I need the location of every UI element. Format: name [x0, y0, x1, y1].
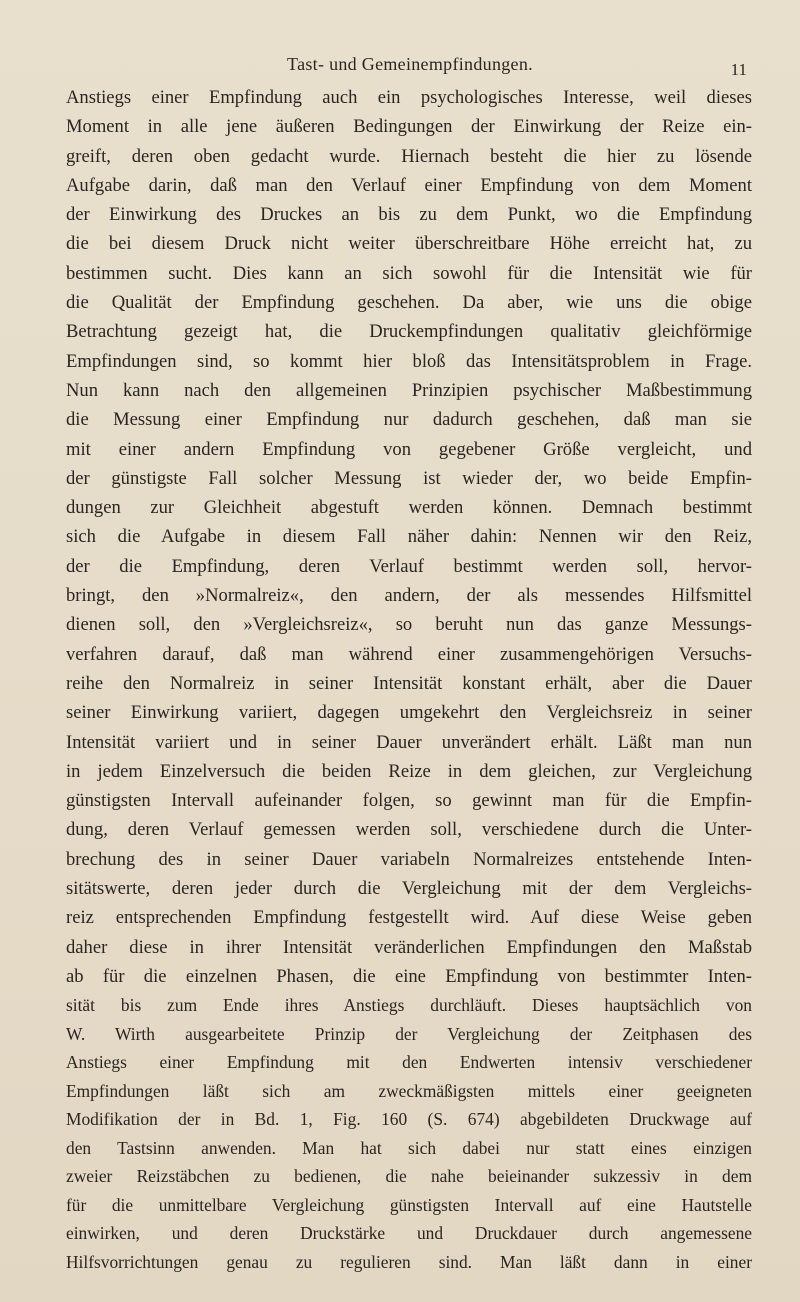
text-line: Anstiegs einer Empfindung mit den Endwerten intensiv verschiedener — [66, 1052, 752, 1073]
text-line: Hilfsvorrichtungen genau zu regulieren sind. Man läßt dann in einer — [66, 1251, 752, 1272]
running-head — [0, 44, 800, 79]
text-line: daher diese in ihrer Intensität veränderlichen Empfindungen den Maßstab — [66, 936, 752, 958]
text-line: Moment in alle jene äußeren Bedingungen der Einwirkung der Reize ein- — [66, 116, 752, 138]
text-line: Nun kann nach den allgemeinen Prinzipien psychischer Maßbestimmung — [66, 379, 752, 401]
body-text — [66, 83, 752, 1276]
text-line: Betrachtung gezeigt hat, die Druckempfindungen qualitativ gleichförmige — [66, 321, 752, 343]
text-line: dienen soll, den »Vergleichsreiz«, so beruht nun das ganze Messungs- — [66, 614, 752, 636]
text-line: bestimmen sucht. Dies kann an sich sowohl für die Intensität wie für — [66, 262, 752, 284]
text-line: sitätswerte, deren jeder durch die Vergleichung mit der dem Vergleichs- — [66, 878, 752, 900]
text-line: dung, deren Verlauf gemessen werden soll, verschiedene durch die Unter- — [66, 819, 752, 841]
text-line: die Qualität der Empfindung geschehen. Da aber, wie uns die obige — [66, 292, 752, 314]
text-line: die bei diesem Druck nicht weiter überschreitbare Höhe erreicht hat, zu — [66, 233, 752, 255]
text-line: Empfindungen läßt sich am zweckmäßigsten mittels einer geeigneten — [66, 1080, 752, 1101]
text-line: in jedem Einzelversuch die beiden Reize in dem gleichen, zur Vergleichung — [66, 760, 752, 782]
text-line: der Einwirkung des Druckes an bis zu dem Punkt, wo die Empfindung — [66, 204, 752, 226]
text-line: zweier Reizstäbchen zu bedienen, die nahe beieinander sukzessiv in dem — [66, 1166, 752, 1187]
text-line: der günstigste Fall solcher Messung ist wieder der, wo beide Empfin- — [66, 467, 752, 489]
text-line: bringt, den »Normalreiz«, den andern, der als messendes Hilfsmittel — [66, 585, 752, 607]
text-line: Anstiegs einer Empfindung auch ein psychologisches Interesse, weil dieses — [66, 87, 752, 108]
text-line: verfahren darauf, daß man während einer zusammengehörigen Versuchs- — [66, 643, 752, 665]
text-line: greift, deren oben gedacht wurde. Hiernach besteht die hier zu lösende — [66, 145, 752, 167]
text-line: sich die Aufgabe in diesem Fall näher dahin: Nennen wir den Reiz, — [66, 526, 752, 548]
text-line: Aufgabe darin, daß man den Verlauf einer Empfindung von dem Moment — [66, 174, 752, 196]
text-line: die Messung einer Empfindung nur dadurch geschehen, daß man sie — [66, 409, 752, 431]
text-line: für die unmittelbare Vergleichung günstigsten Intervall auf eine Hautstelle — [66, 1194, 752, 1215]
running-title: Tast- und Gemeinempfindungen. — [287, 54, 533, 74]
text-line: den Tastsinn anwenden. Man hat sich dabei nur statt eines einzigen — [66, 1137, 752, 1158]
text-line: reihe den Normalreiz in seiner Intensität konstant erhält, aber die Dauer — [66, 672, 752, 694]
text-line: Intensität variiert und in seiner Dauer unverändert erhält. Läßt man nun — [66, 731, 752, 753]
text-line: mit einer andern Empfindung von gegebener Größe vergleicht, und — [66, 438, 752, 460]
text-line: der die Empfindung, deren Verlauf bestimmt werden soll, hervor- — [66, 555, 752, 577]
page-number: 11 — [730, 60, 747, 79]
text-line: W. Wirth ausgearbeitete Prinzip der Vergleichung der Zeitphasen des — [66, 1023, 752, 1044]
text-line: günstigsten Intervall aufeinander folgen, so gewinnt man für die Empfin- — [66, 790, 752, 812]
text-line: brechung des in seiner Dauer variabeln Normalreizes entstehende Inten- — [66, 848, 752, 870]
text-line: ab für die einzelnen Phasen, die eine Empfindung von bestimmter Inten- — [66, 965, 752, 987]
text-line: sität bis zum Ende ihres Anstiegs durchläuft. Dieses hauptsächlich von — [66, 995, 752, 1016]
text-line: einwirken, und deren Druckstärke und Druckdauer durch angemessene — [66, 1223, 752, 1244]
text-line: Modifikation der in Bd. 1, Fig. 160 (S. 674) abgebildeten Druckwage auf — [66, 1109, 752, 1130]
text-line: dungen zur Gleichheit abgestuft werden können. Demnach bestimmt — [66, 497, 752, 519]
text-line: reiz entsprechenden Empfindung festgestellt wird. Auf diese Weise geben — [66, 907, 752, 929]
text-line: Empfindungen sind, so kommt hier bloß das Intensitätsproblem in Frage. — [66, 350, 752, 372]
text-line: seiner Einwirkung variiert, dagegen umgekehrt den Vergleichsreiz in seiner — [66, 702, 752, 724]
